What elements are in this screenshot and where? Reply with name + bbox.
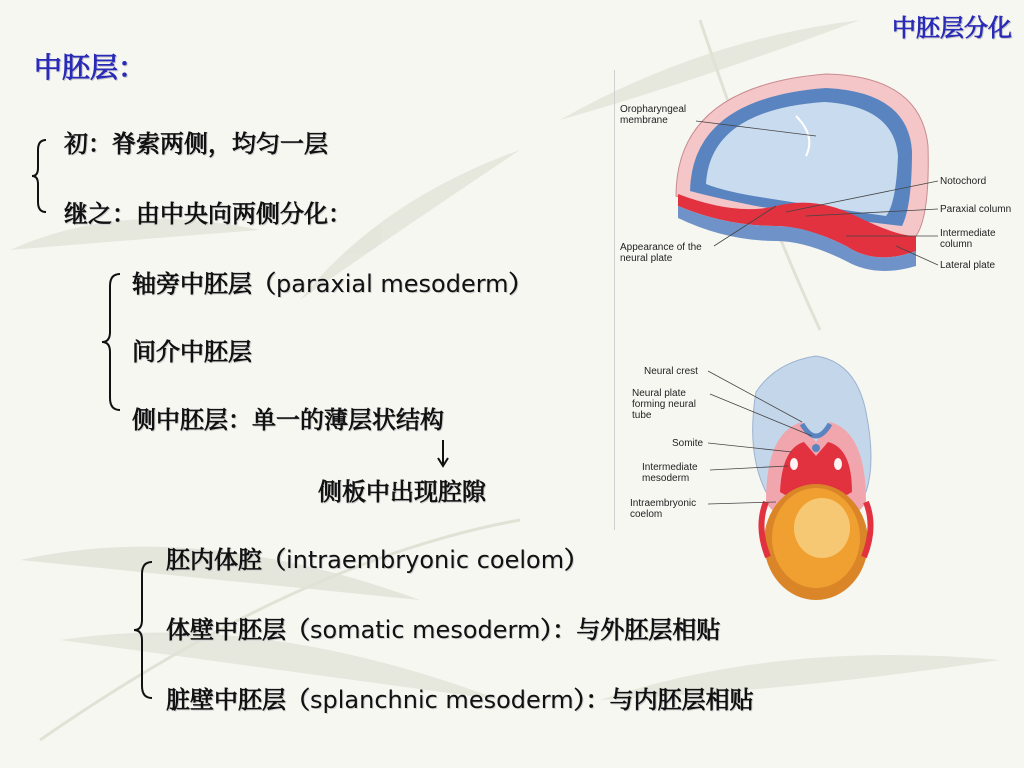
line-coelom [166, 540, 588, 575]
leader-lines-bottom [616, 352, 1024, 602]
somatic-end: ）：与外胚层相贴 [540, 615, 721, 644]
line-intermediate: 间介中胚层 [132, 337, 252, 366]
divider-line [614, 70, 615, 530]
splanchnic-en: splanchnic mesoderm [310, 686, 574, 714]
splanchnic-cn: 脏壁中胚层（ [166, 685, 310, 714]
brace-1 [30, 138, 50, 214]
brace-2 [100, 272, 124, 412]
label-intermediate-mesoderm: Intermediate mesoderm [642, 462, 698, 484]
embryo-figure-top [616, 66, 1024, 286]
label-somite: Somite [672, 438, 704, 449]
label-neural-plate-tube: Neural plate forming neural tube [632, 388, 696, 421]
label-intraembryonic-coelom: Intraembryonic coelom [630, 498, 697, 520]
line-chu: 初：脊索两侧，均匀一层 [64, 129, 328, 158]
paraxial-en: paraxial mesoderm [276, 270, 509, 298]
paraxial-end: ） [508, 269, 533, 298]
somatic-en: somatic mesoderm [310, 616, 541, 644]
down-arrow-icon [436, 438, 450, 468]
label-neural-plate-appearance: Appearance of the neural plate [620, 242, 702, 264]
coelom-en: intraembryonic coelom [286, 546, 565, 574]
coelom-end: ） [564, 545, 589, 574]
line-jizhi: 继之：由中央向两侧分化： [64, 199, 352, 228]
line-somatic [166, 610, 720, 645]
coelom-cn: 胚内体腔（ [166, 545, 286, 574]
line-paraxial [132, 264, 533, 299]
paraxial-cn: 轴旁中胚层（ [132, 269, 276, 298]
label-lateral-plate: Lateral plate [940, 260, 996, 271]
label-intermediate-column: Intermediate column [940, 228, 996, 250]
somatic-cn: 体壁中胚层（ [166, 615, 310, 644]
embryo-figure-bottom [616, 352, 1024, 602]
brace-3 [132, 560, 156, 700]
leader-lines-top [616, 66, 1024, 286]
line-lateral: 侧中胚层：单一的薄层状结构 [132, 405, 444, 434]
label-neural-crest: Neural crest [644, 366, 698, 377]
label-oropharyngeal-membrane: Oropharyngeal membrane [620, 104, 687, 126]
corner-title: 中胚层分化 [892, 13, 1012, 42]
splanchnic-end: ）：与内胚层相贴 [573, 685, 754, 714]
line-lateral-cavity: 侧板中出现腔隙 [318, 477, 486, 506]
line-splanchnic [166, 680, 754, 715]
main-title: 中胚层： [34, 51, 147, 84]
label-paraxial-column: Paraxial column [940, 204, 1012, 215]
label-notochord: Notochord [940, 176, 987, 187]
